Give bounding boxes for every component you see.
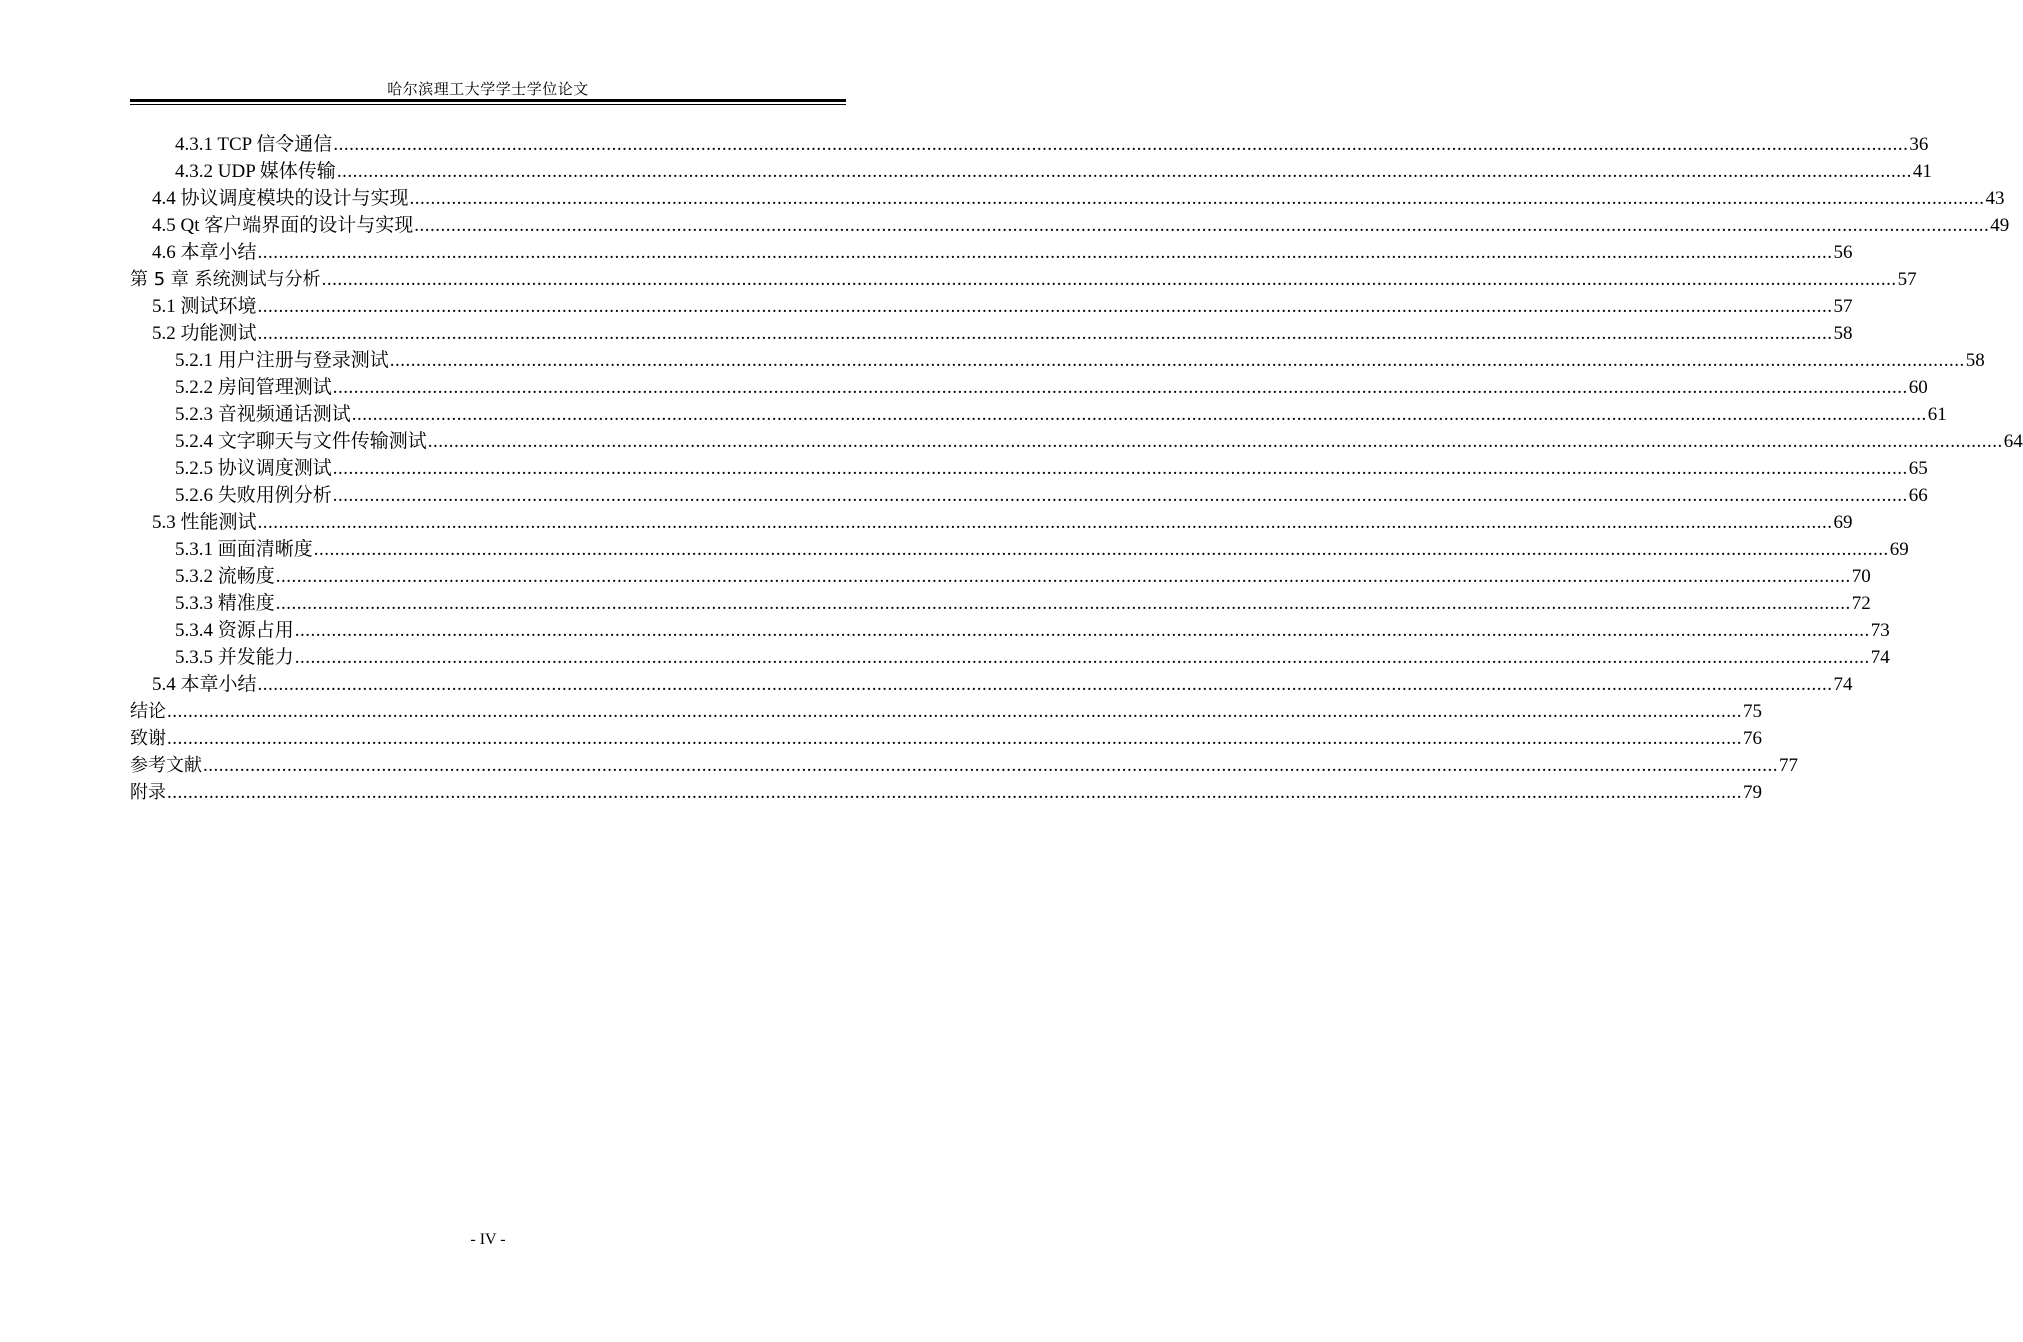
toc-dot-leader: ............................................................................................................................................................................................................................................................................................................ — [427, 431, 2003, 452]
toc-entry-title: 致谢 — [130, 728, 166, 749]
toc-dot-leader: ............................................................................................................................................................................................................................................................................................................ — [257, 323, 1833, 344]
toc-entry-page: 57 — [1833, 296, 1853, 317]
toc-entry-page: 70 — [1851, 566, 1871, 587]
toc-dot-leader: ............................................................................................................................................................................................................................................................................................................ — [321, 269, 1897, 290]
toc-dot-leader: ............................................................................................................................................................................................................................................................................................................ — [275, 593, 1851, 614]
toc-entry[interactable] — [130, 779, 1762, 806]
toc-dot-leader: ............................................................................................................................................................................................................................................................................................................ — [257, 296, 1833, 317]
toc-entry-title: 5.3.5 并发能力 — [175, 647, 294, 668]
toc-dot-leader: ............................................................................................................................................................................................................................................................................................................ — [257, 512, 1833, 533]
toc-dot-leader: ............................................................................................................................................................................................................................................................................................................ — [332, 458, 1908, 479]
toc-dot-leader: ............................................................................................................................................................................................................................................................................................................ — [257, 674, 1833, 695]
toc-entry-page: 79 — [1743, 782, 1762, 803]
header-rule-thick — [130, 99, 846, 102]
toc-entry[interactable] — [130, 131, 1929, 158]
toc-entry[interactable] — [130, 158, 1932, 185]
toc-entry[interactable] — [130, 239, 1853, 266]
toc-entry[interactable] — [130, 671, 1853, 698]
toc-dot-leader: ............................................................................................................................................................................................................................................................................................................ — [332, 485, 1908, 506]
toc-entry-title: 5.3.2 流畅度 — [175, 566, 275, 587]
toc-entry[interactable] — [130, 266, 1917, 293]
toc-entry-page: 65 — [1908, 458, 1928, 479]
toc-entry-page: 74 — [1870, 647, 1890, 668]
toc-entry-page: 36 — [1909, 134, 1929, 155]
toc-dot-leader: ............................................................................................................................................................................................................................................................................................................ — [333, 134, 1909, 155]
toc-entry-title: 4.4 协议调度模块的设计与实现 — [152, 188, 409, 209]
toc-dot-leader: ............................................................................................................................................................................................................................................................................................................ — [351, 404, 1927, 425]
toc-entry-page: 74 — [1833, 674, 1853, 695]
toc-entry[interactable] — [130, 347, 1985, 374]
table-of-contents — [130, 131, 2023, 806]
toc-entry-page: 73 — [1870, 620, 1890, 641]
toc-entry-title: 5.4 本章小结 — [152, 674, 257, 695]
page-number: - IV - — [470, 1231, 506, 1248]
toc-dot-leader: ............................................................................................................................................................................................................................................................................................................ — [203, 755, 1778, 776]
toc-dot-leader: ............................................................................................................................................................................................................................................................................................................ — [414, 215, 1990, 236]
toc-entry-title: 参考文献 — [130, 755, 202, 776]
toc-dot-leader: ............................................................................................................................................................................................................................................................................................................ — [389, 350, 1965, 371]
toc-dot-leader: ............................................................................................................................................................................................................................................................................................................ — [257, 242, 1833, 263]
toc-entry-title: 4.3.1 TCP 信令通信 — [175, 134, 333, 155]
toc-dot-leader: ............................................................................................................................................................................................................................................................................................................ — [167, 728, 1742, 749]
toc-entry[interactable] — [130, 563, 1871, 590]
toc-entry-page: 43 — [1985, 188, 2005, 209]
toc-entry-page: 64 — [2003, 431, 2023, 452]
toc-entry-title: 4.3.2 UDP 媒体传输 — [175, 161, 336, 182]
toc-entry-page: 76 — [1743, 728, 1762, 749]
toc-entry-page: 75 — [1743, 701, 1762, 722]
toc-entry-page: 72 — [1851, 593, 1871, 614]
header-rule-thin — [130, 104, 846, 105]
toc-entry-title: 5.2.6 失败用例分析 — [175, 485, 332, 506]
toc-entry[interactable] — [130, 482, 1928, 509]
toc-entry[interactable] — [130, 212, 2010, 239]
page-header-title: 哈尔滨理工大学学士学位论文 — [387, 82, 589, 98]
toc-entry-page: 58 — [1965, 350, 1985, 371]
toc-dot-leader: ............................................................................................................................................................................................................................................................................................................ — [275, 566, 1851, 587]
toc-dot-leader: ............................................................................................................................................................................................................................................................................................................ — [167, 782, 1742, 803]
toc-entry[interactable] — [130, 725, 1762, 752]
toc-dot-leader: ............................................................................................................................................................................................................................................................................................................ — [167, 701, 1742, 722]
toc-entry-title: 5.3.1 画面清晰度 — [175, 539, 313, 560]
toc-entry-page: 77 — [1779, 755, 1798, 776]
toc-entry[interactable] — [130, 374, 1928, 401]
toc-entry-page: 69 — [1833, 512, 1853, 533]
toc-entry-page: 61 — [1927, 404, 1947, 425]
toc-entry[interactable] — [130, 752, 1798, 779]
toc-entry[interactable] — [130, 455, 1928, 482]
toc-entry[interactable] — [130, 698, 1762, 725]
toc-entry-title: 5.2.5 协议调度测试 — [175, 458, 332, 479]
toc-entry[interactable] — [130, 644, 1890, 671]
toc-entry-title: 5.2.3 音视频通话测试 — [175, 404, 351, 425]
toc-entry[interactable] — [130, 617, 1890, 644]
toc-entry[interactable] — [130, 536, 1909, 563]
toc-entry-title: 5.2 功能测试 — [152, 323, 257, 344]
toc-entry[interactable] — [130, 185, 2005, 212]
toc-entry-title: 5.2.2 房间管理测试 — [175, 377, 332, 398]
toc-dot-leader: ............................................................................................................................................................................................................................................................................................................ — [294, 620, 1870, 641]
toc-entry-title: 5.3.4 资源占用 — [175, 620, 294, 641]
toc-entry[interactable] — [130, 320, 1853, 347]
toc-entry[interactable] — [130, 293, 1853, 320]
toc-entry-title: 附录 — [130, 782, 166, 803]
toc-entry[interactable] — [130, 509, 1853, 536]
toc-entry-title: 5.2.1 用户注册与登录测试 — [175, 350, 389, 371]
toc-entry-page: 57 — [1897, 269, 1917, 290]
toc-entry-title: 5.1 测试环境 — [152, 296, 257, 317]
toc-entry[interactable] — [130, 428, 2023, 455]
toc-entry-title: 4.5 Qt 客户端界面的设计与实现 — [152, 215, 414, 236]
toc-entry-title: 5.3 性能测试 — [152, 512, 257, 533]
toc-entry-page: 66 — [1908, 485, 1928, 506]
toc-entry-page: 60 — [1908, 377, 1928, 398]
toc-dot-leader: ............................................................................................................................................................................................................................................................................................................ — [336, 161, 1912, 182]
toc-entry-title: 5.2.4 文字聊天与文件传输测试 — [175, 431, 427, 452]
toc-entry-page: 69 — [1889, 539, 1909, 560]
toc-entry[interactable] — [130, 590, 1871, 617]
toc-entry[interactable] — [130, 401, 1947, 428]
toc-dot-leader: ............................................................................................................................................................................................................................................................................................................ — [332, 377, 1908, 398]
toc-entry-page: 58 — [1833, 323, 1853, 344]
toc-entry-title: 4.6 本章小结 — [152, 242, 257, 263]
toc-entry-title: 5.3.3 精准度 — [175, 593, 275, 614]
toc-dot-leader: ............................................................................................................................................................................................................................................................................................................ — [294, 647, 1870, 668]
toc-dot-leader: ............................................................................................................................................................................................................................................................................................................ — [409, 188, 1985, 209]
toc-entry-page: 49 — [1990, 215, 2010, 236]
toc-entry-page: 41 — [1912, 161, 1932, 182]
toc-entry-title: 第 5 章 系统测试与分析 — [130, 269, 321, 290]
toc-dot-leader: ............................................................................................................................................................................................................................................................................................................ — [313, 539, 1889, 560]
toc-entry-title: 结论 — [130, 701, 166, 722]
toc-entry-page: 56 — [1833, 242, 1853, 263]
